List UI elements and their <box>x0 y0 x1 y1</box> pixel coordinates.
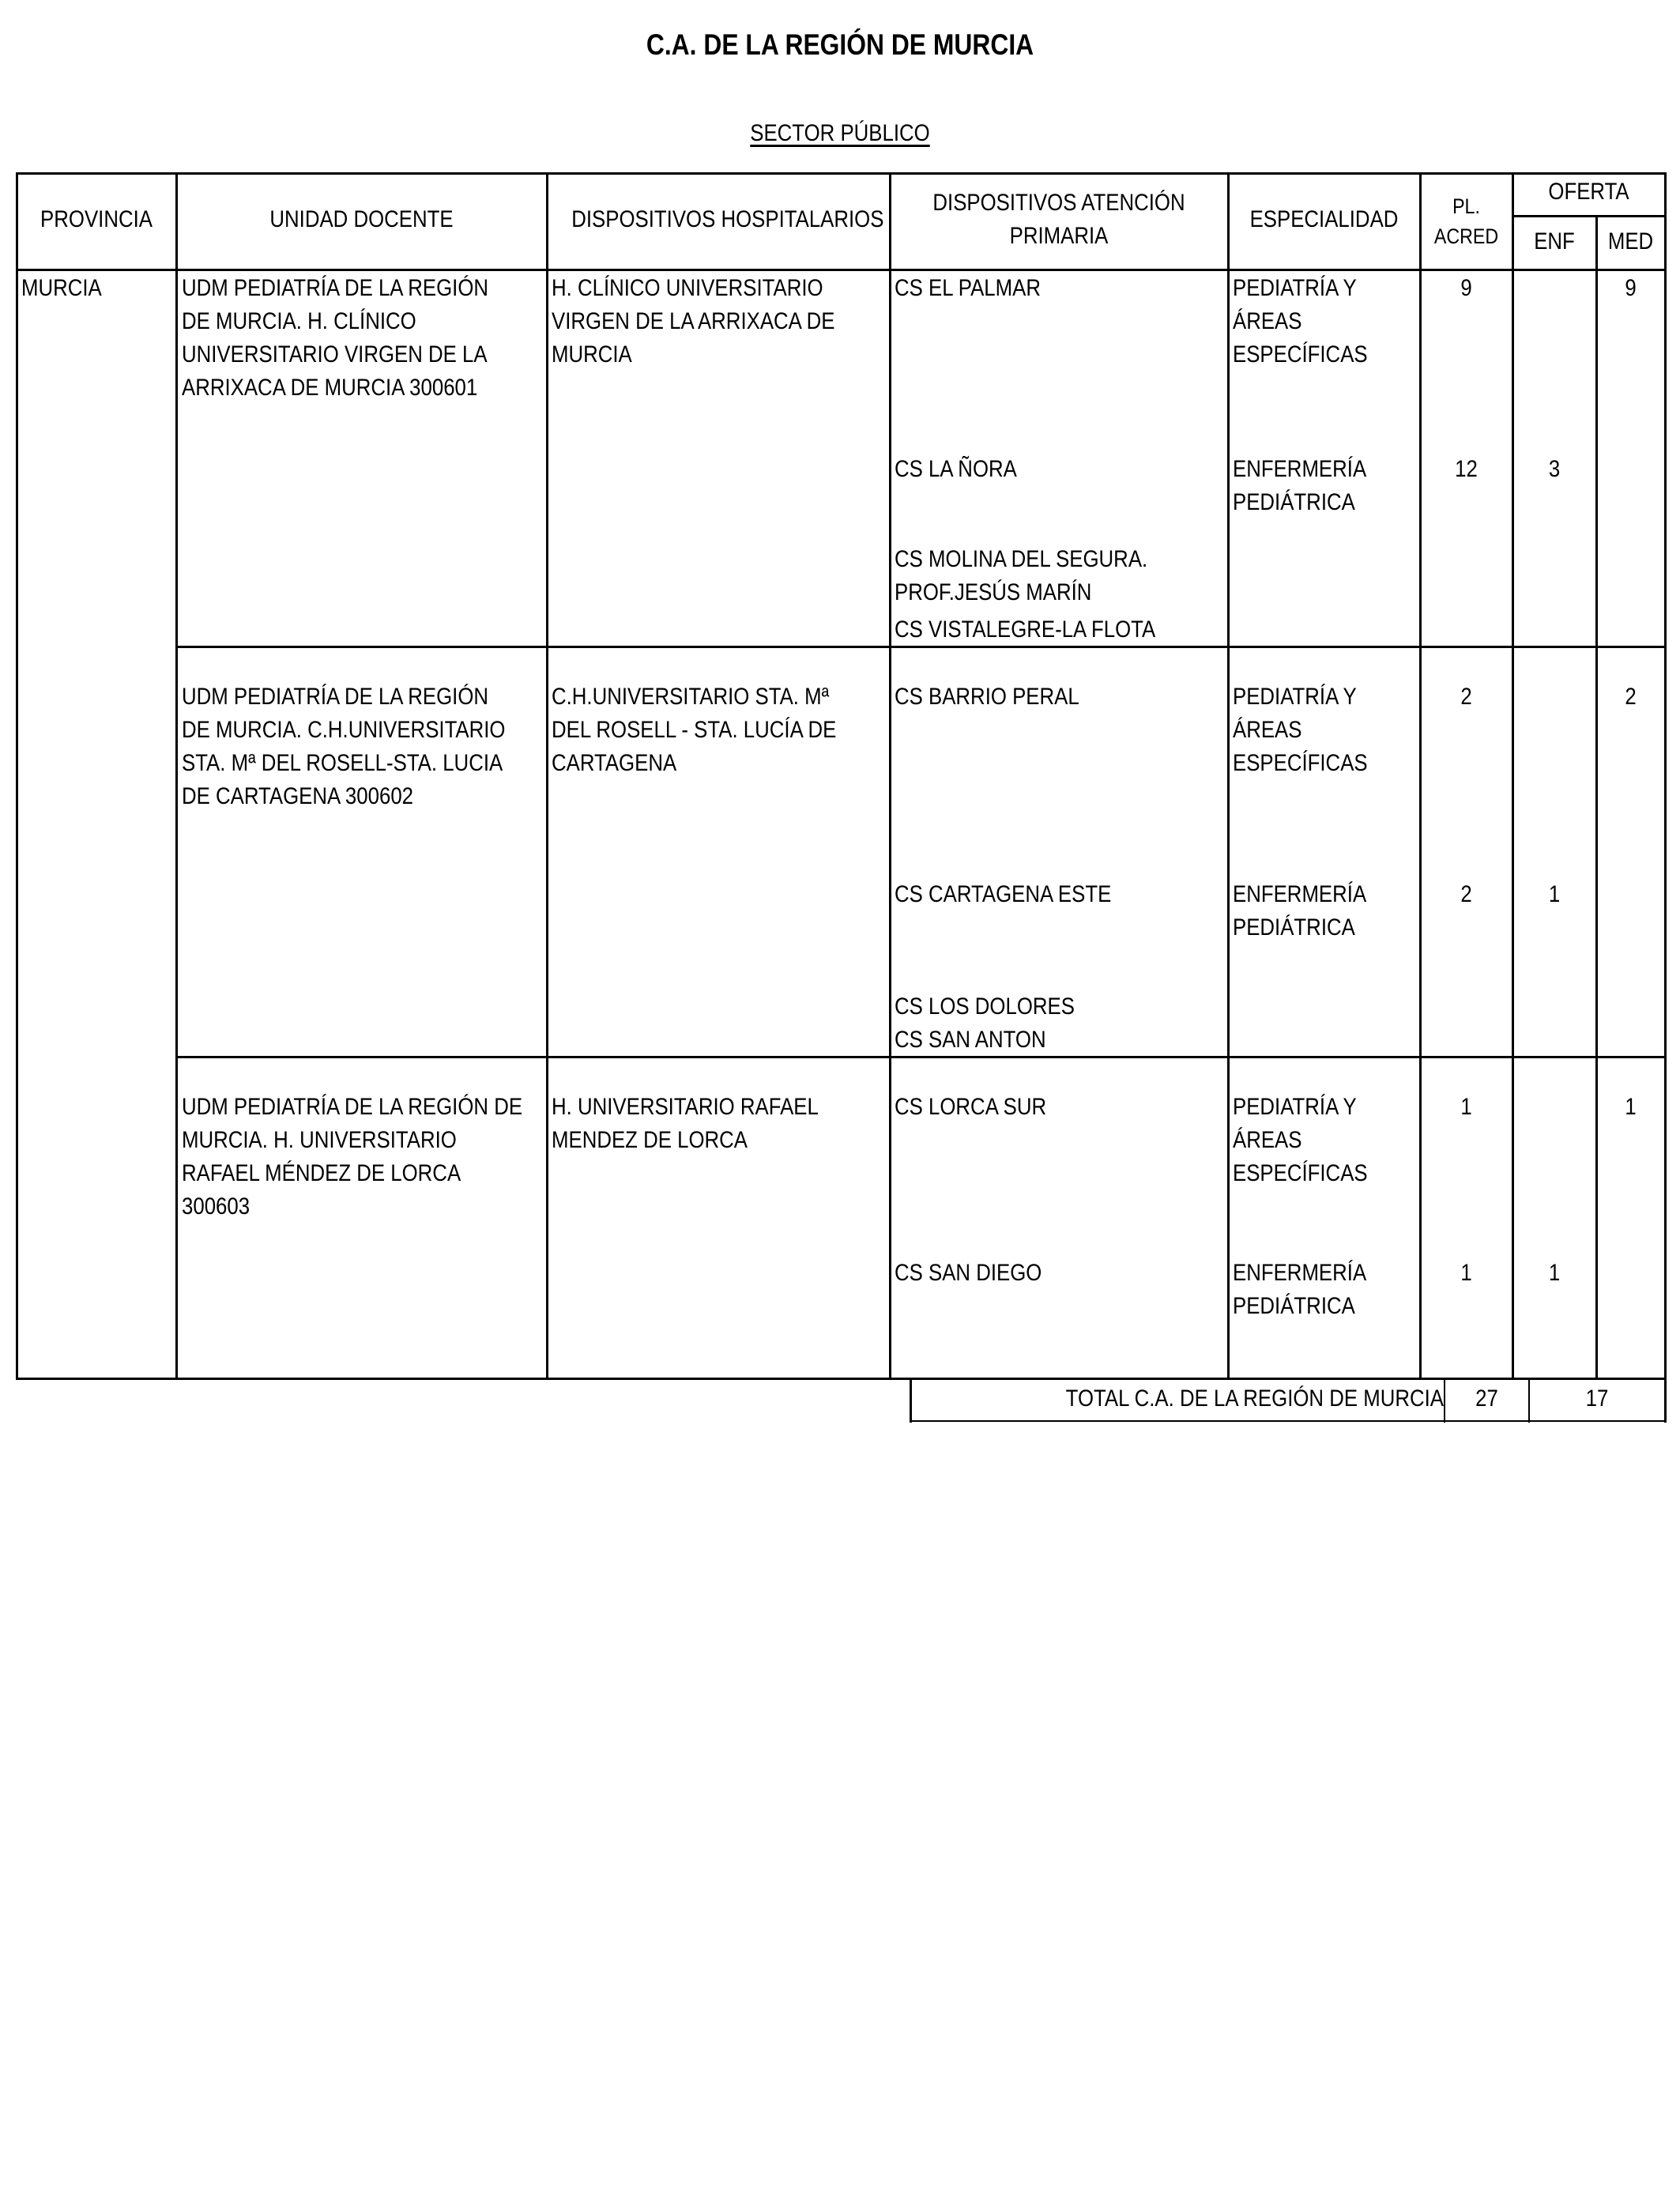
enf-cell: 3 <box>1548 456 1561 482</box>
especialidad-line: ÁREAS <box>1233 308 1302 334</box>
unidad-line: RAFAEL MÉNDEZ DE LORCA <box>182 1160 461 1186</box>
especialidad-line: ESPECÍFICAS <box>1233 341 1368 368</box>
centro-cell: CS EL PALMAR <box>895 275 1041 301</box>
centro-cell: CS CARTAGENA ESTE <box>895 881 1112 907</box>
centro-cell: CS VISTALEGRE-LA FLOTA <box>895 616 1156 643</box>
header-unidad-docente: UNIDAD DOCENTE <box>269 206 454 232</box>
especialidad-line: ESPECÍFICAS <box>1233 1160 1368 1186</box>
pl-acred-cell: 2 <box>1460 684 1472 710</box>
centro-cell: CS SAN ANTON <box>895 1027 1046 1053</box>
enf-cell: 1 <box>1548 881 1561 907</box>
unidad-line: DE MURCIA. C.H.UNIVERSITARIO <box>182 717 506 743</box>
hosp-line: MURCIA <box>552 341 632 368</box>
especialidad-line: ÁREAS <box>1233 717 1302 743</box>
header-pl: PL. <box>1452 194 1480 218</box>
header-med: MED <box>1607 228 1654 254</box>
hosp-line: VIRGEN DE LA ARRIXACA DE <box>552 308 835 334</box>
hosp-line: H. CLÍNICO UNIVERSITARIO <box>552 275 823 301</box>
med-cell: 2 <box>1625 684 1637 710</box>
especialidad-line: PEDIATRÍA Y <box>1233 1094 1357 1120</box>
unidad-line: MURCIA. H. UNIVERSITARIO <box>182 1127 457 1153</box>
provincia-cell: MURCIA <box>21 275 102 301</box>
header-especialidad: ESPECIALIDAD <box>1249 206 1399 232</box>
especialidad-line: ENFERMERÍA <box>1233 1260 1367 1286</box>
total-oferta: 17 <box>1585 1385 1609 1412</box>
especialidad-line: PEDIATRÍA Y <box>1233 275 1357 301</box>
centro-cell: CS SAN DIEGO <box>895 1260 1042 1286</box>
hosp-line: DEL ROSELL - STA. LUCÍA DE <box>552 717 837 743</box>
enf-cell: 1 <box>1548 1260 1561 1286</box>
pl-acred-cell: 2 <box>1460 881 1472 907</box>
unidad-line: STA. Mª DEL ROSELL-STA. LUCIA <box>182 750 503 776</box>
unidad-line: UNIVERSITARIO VIRGEN DE LA <box>182 341 488 368</box>
hosp-line: MENDEZ DE LORCA <box>552 1127 748 1153</box>
unidad-line: UDM PEDIATRÍA DE LA REGIÓN <box>182 275 489 301</box>
total-label: TOTAL C.A. DE LA REGIÓN DE MURCIA <box>1065 1385 1444 1412</box>
pl-acred-cell: 12 <box>1455 456 1478 482</box>
unidad-line: ARRIXACA DE MURCIA 300601 <box>182 375 478 401</box>
centro-cell: CS BARRIO PERAL <box>895 684 1079 710</box>
pl-acred-cell: 9 <box>1460 275 1472 301</box>
especialidad-line: PEDIATRÍA Y <box>1233 684 1357 710</box>
especialidad-line: ENFERMERÍA <box>1233 881 1367 907</box>
med-cell: 9 <box>1625 275 1637 301</box>
page-title: C.A. DE LA REGIÓN DE MURCIA <box>646 28 1034 61</box>
header-provincia: PROVINCIA <box>40 206 153 232</box>
unidad-line: DE CARTAGENA 300602 <box>182 783 414 809</box>
header-atencion-primaria-2: PRIMARIA <box>1009 223 1109 249</box>
centro-cell: CS LA ÑORA <box>895 456 1017 482</box>
header-enf: ENF <box>1534 228 1575 254</box>
centro-cell: CS LORCA SUR <box>895 1094 1047 1120</box>
sector-heading: SECTOR PÚBLICO <box>750 120 930 146</box>
med-cell: 1 <box>1625 1094 1637 1120</box>
centro-cell: CS LOS DOLORES <box>895 993 1075 1020</box>
pl-acred-cell: 1 <box>1460 1094 1472 1120</box>
header-acred: ACRED <box>1433 224 1499 248</box>
especialidad-line: PEDIÁTRICA <box>1233 489 1355 515</box>
especialidad-line: ESPECÍFICAS <box>1233 750 1368 776</box>
especialidad-line: PEDIÁTRICA <box>1233 914 1355 941</box>
hosp-line: H. UNIVERSITARIO RAFAEL <box>552 1094 819 1120</box>
hosp-line: C.H.UNIVERSITARIO STA. Mª <box>552 684 830 710</box>
especialidad-line: PEDIÁTRICA <box>1233 1293 1355 1319</box>
header-dispositivos-hospitalarios: DISPOSITIVOS HOSPITALARIOS <box>571 206 884 232</box>
header-oferta: OFERTA <box>1548 179 1629 205</box>
hosp-line: CARTAGENA <box>552 750 677 776</box>
centro-cell: PROF.JESÚS MARÍN <box>895 579 1092 605</box>
unidad-line: DE MURCIA. H. CLÍNICO <box>182 308 416 334</box>
especialidad-line: ÁREAS <box>1233 1127 1302 1153</box>
header-atencion-primaria: DISPOSITIVOS ATENCIÓN <box>932 190 1185 216</box>
unidad-line: UDM PEDIATRÍA DE LA REGIÓN <box>182 684 489 710</box>
unidad-line: 300603 <box>182 1193 250 1220</box>
pl-acred-cell: 1 <box>1460 1260 1472 1286</box>
total-pl-acred: 27 <box>1475 1385 1498 1412</box>
centro-cell: CS MOLINA DEL SEGURA. <box>895 546 1148 572</box>
especialidad-line: ENFERMERÍA <box>1233 456 1367 482</box>
unidad-line: UDM PEDIATRÍA DE LA REGIÓN DE <box>182 1094 523 1120</box>
